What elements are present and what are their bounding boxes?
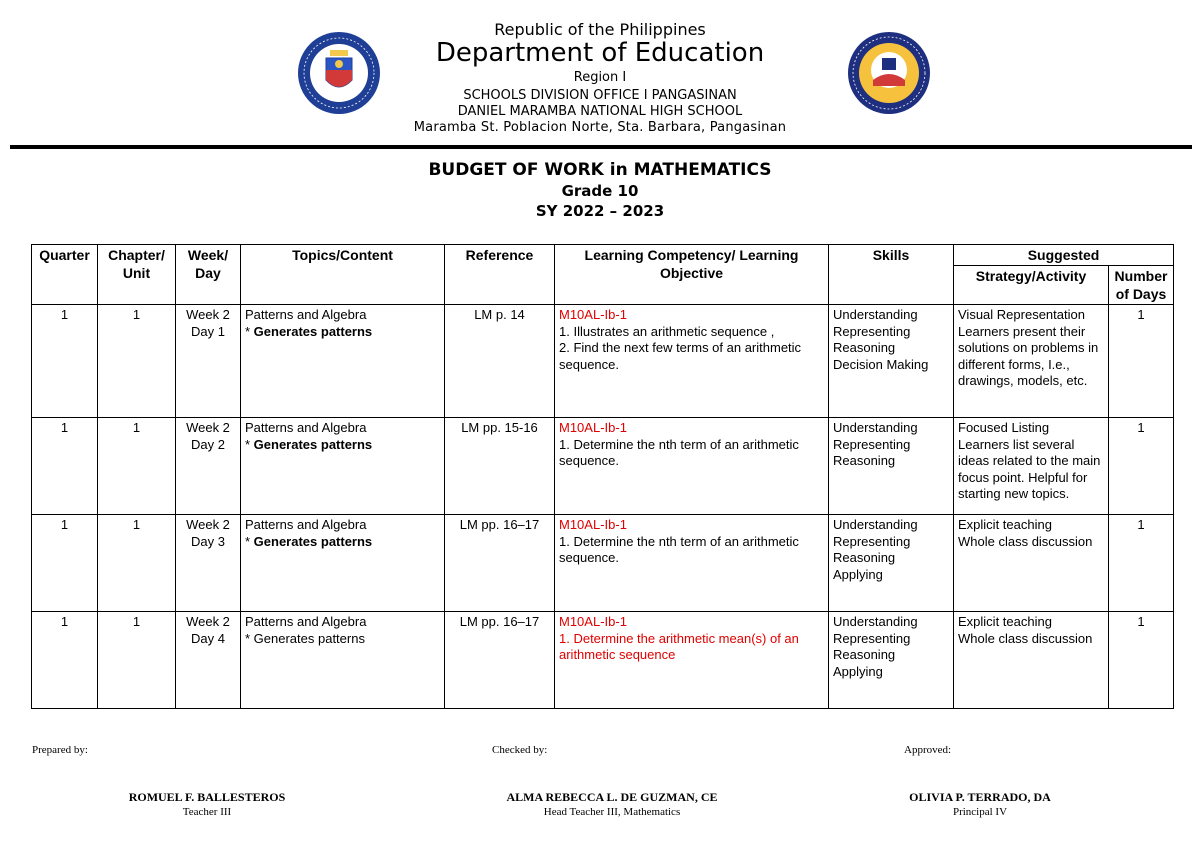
checked-by-name: ALMA REBECCA L. DE GUZMAN, CE xyxy=(506,790,718,804)
skill: Understanding xyxy=(833,420,918,435)
skill: Representing xyxy=(833,533,911,549)
week-label: Week 2 xyxy=(186,517,230,532)
cell-topic: Patterns and Algebra * Generates patterns xyxy=(241,418,445,515)
objective-text: 1. Illustrates an arithmetic sequence , xyxy=(559,323,775,339)
table-header-row xyxy=(32,245,1174,266)
deped-seal-icon xyxy=(296,30,382,116)
cell-days: 1 xyxy=(1109,418,1174,515)
cell-topic: Patterns and Algebra * Generates patterns xyxy=(241,515,445,612)
subtopic-label: Generates patterns xyxy=(253,533,373,549)
department-line: Department of Education xyxy=(435,38,765,68)
region-line: Region I xyxy=(573,70,627,85)
table-row xyxy=(32,305,1174,418)
prepared-by-label: Prepared by: xyxy=(32,744,88,756)
header-skills: Skills xyxy=(829,245,954,305)
grade-level: Grade 10 xyxy=(561,182,639,200)
approved-label: Approved: xyxy=(904,744,952,756)
skill: Reasoning xyxy=(833,550,896,565)
topic-label: Patterns and Algebra xyxy=(245,420,367,435)
approved-by-name: OLIVIA P. TERRADO, DA xyxy=(909,790,1051,804)
cell-days: 1 xyxy=(1109,612,1174,709)
table-row xyxy=(32,612,1174,709)
header-strategy: Strategy/Activity xyxy=(954,266,1109,305)
cell-days: 1 xyxy=(1109,305,1174,418)
header-week: Week/ Day xyxy=(176,245,241,305)
cell-chapter: 1 xyxy=(98,515,176,612)
prepared-by-position: Teacher III xyxy=(182,806,232,818)
competency-code: M10AL-Ib-1 xyxy=(559,614,627,629)
header-topics: Topics/Content xyxy=(241,245,445,305)
topic-label: Patterns and Algebra xyxy=(245,307,367,322)
division-line: SCHOOLS DIVISION OFFICE I PANGASINAN xyxy=(463,88,737,103)
cell-quarter: 1 xyxy=(32,612,98,709)
day-label: Day 3 xyxy=(191,533,225,549)
day-label: Day 2 xyxy=(191,436,225,452)
cell-week-day xyxy=(176,418,241,515)
week-label: Week 2 xyxy=(186,614,230,629)
cell-chapter: 1 xyxy=(98,305,176,418)
objective-text: 1. Determine the nth term of an arithmetic sequence. xyxy=(559,436,799,468)
skill: Applying xyxy=(833,566,883,582)
approved-by-position: Principal IV xyxy=(952,806,1008,818)
table-row xyxy=(32,515,1174,612)
subtopic-label: Generates patterns xyxy=(253,436,373,452)
topic-label: Patterns and Algebra xyxy=(245,614,367,629)
subtopic-label: Generates patterns xyxy=(253,323,373,339)
topic-label: Patterns and Algebra xyxy=(245,517,367,532)
header-reference: Reference xyxy=(445,245,555,305)
skill: Decision Making xyxy=(833,356,929,372)
cell-week-day xyxy=(176,515,241,612)
cell-competency xyxy=(555,305,829,418)
cell-strategy xyxy=(954,515,1109,612)
header-suggested: Suggested xyxy=(954,245,1174,266)
subtopic-label: * Generates patterns xyxy=(245,630,365,646)
cell-quarter: 1 xyxy=(32,418,98,515)
checked-by-position: Head Teacher III, Mathematics xyxy=(543,806,681,818)
cell-days: 1 xyxy=(1109,515,1174,612)
budget-of-work-table xyxy=(31,244,1174,709)
strategy-item: Whole class discussion xyxy=(958,533,1093,549)
strategy-item: Learners present their solutions on problems in different forms, I.e., drawings, models, etc. xyxy=(958,323,1099,388)
cell-skills xyxy=(829,305,954,418)
cell-topic: Patterns and Algebra * Generates patterns xyxy=(241,305,445,418)
cell-competency xyxy=(555,418,829,515)
header-number-of-days: Number of Days xyxy=(1109,266,1174,305)
cell-strategy xyxy=(954,418,1109,515)
week-label: Week 2 xyxy=(186,420,230,435)
cell-reference: LM pp. 15-16 xyxy=(445,418,555,515)
cell-competency xyxy=(555,515,829,612)
sdo-pangasinan-seal-icon xyxy=(846,30,932,116)
school-year: SY 2022 – 2023 xyxy=(535,202,665,220)
week-label: Week 2 xyxy=(186,307,230,322)
cell-topic xyxy=(241,612,445,709)
cell-chapter: 1 xyxy=(98,612,176,709)
skill: Representing xyxy=(833,630,911,646)
table-row xyxy=(32,418,1174,515)
skill: Reasoning xyxy=(833,647,896,662)
objective-text: 1. Determine the nth term of an arithmetic sequence. xyxy=(559,533,799,565)
competency-code: M10AL-Ib-1 xyxy=(559,420,627,435)
cell-reference: LM pp. 16–17 xyxy=(445,515,555,612)
strategy-item: Learners list several ideas related to the main focus point. Helpful for starting new topics. xyxy=(958,436,1101,501)
cell-week-day xyxy=(176,612,241,709)
prepared-by-name: ROMUEL F. BALLESTEROS xyxy=(128,790,286,804)
cell-reference: LM pp. 16–17 xyxy=(445,612,555,709)
header-quarter: Quarter xyxy=(32,245,98,305)
skill: Reasoning xyxy=(833,453,896,468)
school-line: DANIEL MARAMBA NATIONAL HIGH SCHOOL xyxy=(457,104,743,119)
skill: Representing xyxy=(833,436,911,452)
cell-strategy xyxy=(954,305,1109,418)
republic-line: Republic of the Philippines xyxy=(494,20,706,39)
day-label: Day 1 xyxy=(191,323,225,339)
competency-code: M10AL-Ib-1 xyxy=(559,517,627,532)
cell-competency xyxy=(555,612,829,709)
header-divider xyxy=(10,145,1192,149)
address-line: Maramba St. Poblacion Norte, Sta. Barbara, Pangasinan xyxy=(413,120,787,135)
objective-text: 1. Determine the arithmetic mean(s) of an arithmetic sequence xyxy=(559,630,799,662)
cell-strategy xyxy=(954,612,1109,709)
checked-by-label: Checked by: xyxy=(492,744,548,756)
cell-chapter: 1 xyxy=(98,418,176,515)
skill: Representing xyxy=(833,323,911,339)
skill: Understanding xyxy=(833,307,918,322)
objective-text-2: 2. Find the next few terms of an arithmetic sequence. xyxy=(559,340,802,372)
cell-skills xyxy=(829,612,954,709)
cell-week-day xyxy=(176,305,241,418)
strategy-item: Visual Representation xyxy=(958,307,1085,322)
competency-code: M10AL-Ib-1 xyxy=(559,307,627,322)
skill: Understanding xyxy=(833,614,918,629)
strategy-item: Explicit teaching xyxy=(958,614,1052,629)
cell-quarter: 1 xyxy=(32,305,98,418)
document-title: BUDGET OF WORK in MATHEMATICS xyxy=(428,160,772,180)
skill: Applying xyxy=(833,663,883,679)
skill: Understanding xyxy=(833,517,918,532)
cell-reference: LM p. 14 xyxy=(445,305,555,418)
strategy-item: Whole class discussion xyxy=(958,630,1093,646)
cell-skills xyxy=(829,418,954,515)
strategy-item: Focused Listing xyxy=(958,420,1050,435)
cell-quarter: 1 xyxy=(32,515,98,612)
strategy-item: Explicit teaching xyxy=(958,517,1052,532)
header-competency: Learning Competency/ Learning Objective xyxy=(555,245,829,305)
skill: Reasoning xyxy=(833,340,896,355)
header-chapter: Chapter/ Unit xyxy=(98,245,176,305)
cell-skills xyxy=(829,515,954,612)
day-label: Day 4 xyxy=(191,630,225,646)
